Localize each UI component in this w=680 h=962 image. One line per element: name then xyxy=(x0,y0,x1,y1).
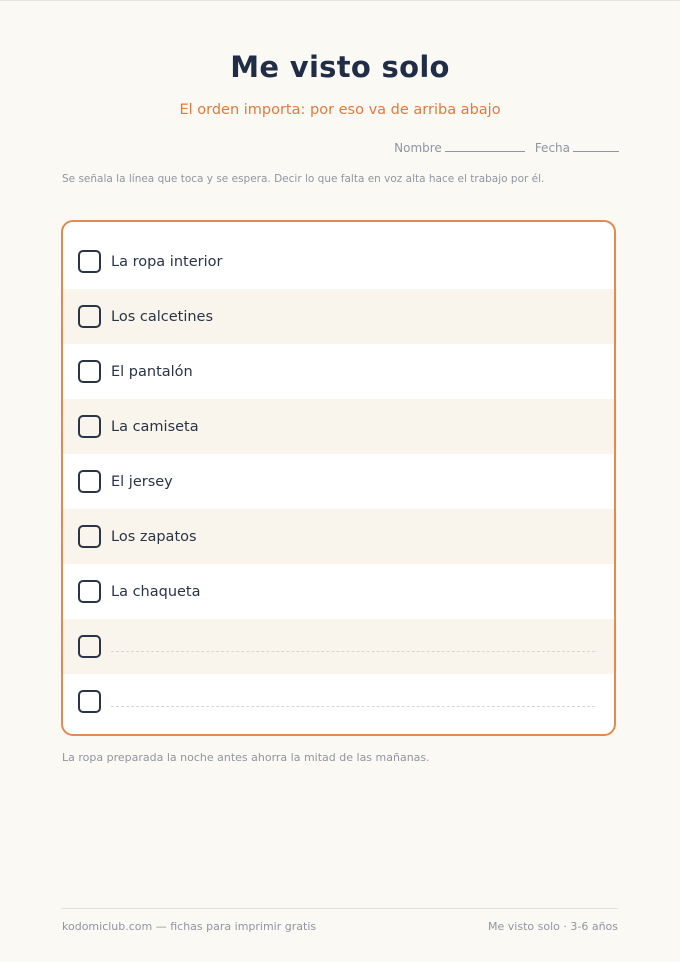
checkbox[interactable] xyxy=(78,580,101,603)
checklist-item-label: El pantalón xyxy=(111,363,193,380)
blank-write-in-line[interactable] xyxy=(111,696,595,707)
blank-write-in-line[interactable] xyxy=(111,641,595,652)
checklist-item-label: El jersey xyxy=(111,473,173,490)
name-label: Nombre xyxy=(394,141,442,155)
checklist-item-label: La ropa interior xyxy=(111,253,223,270)
checkbox[interactable] xyxy=(78,250,101,273)
checklist-row xyxy=(63,509,616,564)
footer-sheet-info: Me visto solo · 3-6 años xyxy=(488,920,618,933)
checklist-row xyxy=(63,289,616,344)
footer-divider xyxy=(61,908,618,909)
checklist-item-label: Los zapatos xyxy=(111,528,197,545)
date-blank-line xyxy=(573,139,619,152)
name-blank-line xyxy=(445,139,525,152)
tip-note: La ropa preparada la noche antes ahorra la mitad de las mañanas. xyxy=(62,751,430,764)
checkbox[interactable] xyxy=(78,360,101,383)
checkbox[interactable] xyxy=(78,690,101,713)
checklist-item-label: La chaqueta xyxy=(111,583,201,600)
checkbox[interactable] xyxy=(78,305,101,328)
checklist-row xyxy=(63,344,616,399)
checklist-row xyxy=(63,234,616,289)
checklist-row xyxy=(63,399,616,454)
dressing-checklist xyxy=(61,220,616,736)
footer-site-credit: kodomiclub.com — fichas para imprimir gratis xyxy=(62,920,317,933)
checklist-row-blank xyxy=(63,619,616,674)
checklist-row-blank xyxy=(63,674,616,729)
checkbox[interactable] xyxy=(78,525,101,548)
checkbox[interactable] xyxy=(78,470,101,493)
date-field[interactable] xyxy=(535,139,619,155)
top-divider xyxy=(0,0,680,1)
checklist-row xyxy=(63,564,616,619)
checklist-item-label: La camiseta xyxy=(111,418,199,435)
checkbox[interactable] xyxy=(78,415,101,438)
date-label: Fecha xyxy=(534,141,570,155)
checklist-row xyxy=(63,454,616,509)
checklist-item-label: Los calcetines xyxy=(111,308,214,325)
page-title: Me visto solo xyxy=(230,50,450,84)
page-subtitle: El orden importa: por eso va de arriba abajo xyxy=(179,102,501,118)
name-date-fields xyxy=(394,139,619,155)
name-field[interactable] xyxy=(394,139,525,155)
instruction-text: Se señala la línea que toca y se espera. Decir lo que falta en voz alta hace el trabajo por él. xyxy=(62,173,545,185)
checkbox[interactable] xyxy=(78,635,101,658)
